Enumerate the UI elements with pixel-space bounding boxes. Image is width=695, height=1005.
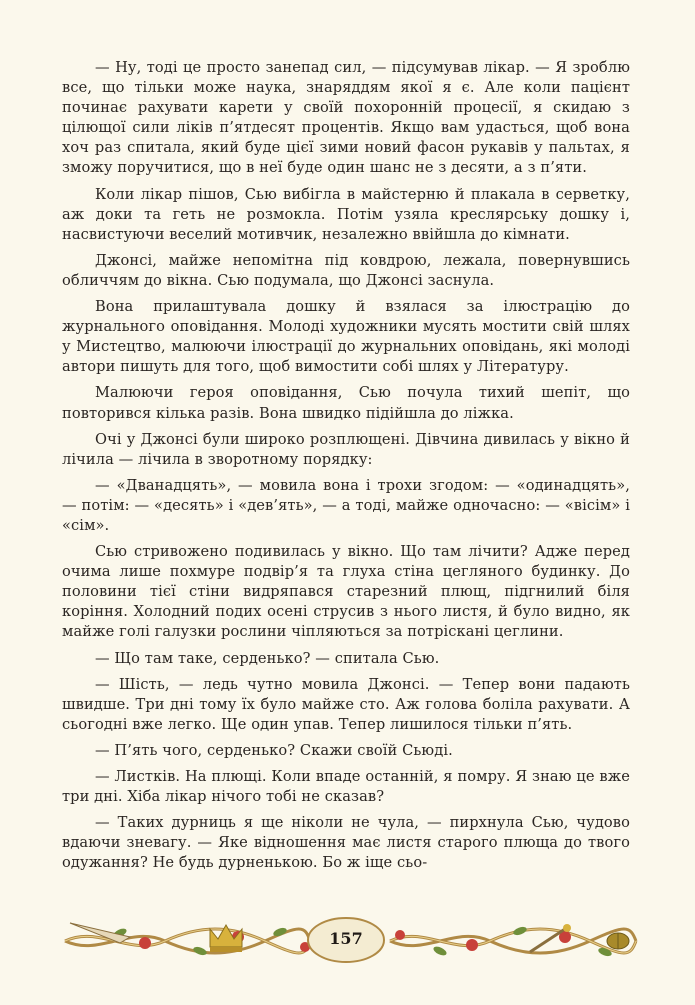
paragraph: — П’ять чого, серденько? Скажи своїй Сьюді. xyxy=(95,741,453,759)
paragraph: Сью стривожено подивилась у вікно. Що там лічити? Адже перед очима лише похмуре подвір’я та глуха стіна цегляного будинку. До половини тієї стіни видряпався старезний плющ, підгнилий біля коріння. Холодний подих осені струсив з нього листя, й було видно, як майже голі галузки рослини чіпляються за потріскані цеглини. xyxy=(62,543,630,641)
page-text xyxy=(62,58,630,879)
rose-icon xyxy=(139,937,151,949)
paragraph: Малюючи героя оповідання, Сью почула тихий шепіт, що повторився кілька разів. Вона швидко підійшла до ліжка. xyxy=(62,384,630,422)
paragraph: Вона прилаштувала дошку й взялася за ілюстрацію до журнального оповідання. Молоді художники мусять мостити свій шлях у Мистецтво, малюючи ілюстрації до журнальних оповідань, які молоді автори пишуть для того, щоб вимостити собі шлях у Літературу. xyxy=(62,298,630,376)
rose-icon xyxy=(395,930,405,940)
paragraph: Коли лікар пішов, Сью вибігла в майстерню й плакала в серветку, аж доки та геть не розмокла. Потім узяла креслярську дошку і, насвистуючи веселий мотивчик, незалежно ввійшла до кімнати. xyxy=(62,185,630,243)
paragraph: — Ну, тоді це просто занепад сил, — підсумував лікар. — Я зроблю все, що тільки може наука, знаряддям якої я є. Але коли пацієнт починає рахувати карети у своїй похоронній процесії, я скидаю з цілющої сили ліків п’ятдесят процентів. Якщо вам удасться, щоб вона хоч раз спитала, який буде цієї зими новий фасон рукавів у пальтах, я зможу поручитися, що в неї буде один шанс не з десяти, а з п’яти. xyxy=(62,59,630,177)
paragraph: — Що там таке, серденько? — спитала Сью. xyxy=(95,649,440,667)
paragraph: — Таких дурниць я ще ніколи не чула, — пирхнула Сью, чудово вдаючи зневагу. — Яке відношення має листя старого плюща до твого одужання? Не будь дурненькою. Бо ж іще сьо- xyxy=(62,814,630,872)
beetle-icon xyxy=(607,933,629,949)
paragraph: Очі у Джонсі були широко розплющені. Дівчина дивилась у вікно й лічила — лічила в зворотному порядку: xyxy=(62,430,630,468)
paragraph: — Листків. На плющі. Коли впаде останній, я помру. Я знаю це вже три дні. Хіба лікар нічого тобі не сказав? xyxy=(62,768,630,806)
paragraph: Джонсі, майже непомітна під ковдрою, лежала, повернувшись обличчям до вікна. Сью подумала, що Джонсі заснула. xyxy=(62,251,630,289)
page-number: 157 xyxy=(329,929,363,948)
rose-icon xyxy=(466,939,478,951)
paragraph: — «Дванадцять», — мовила вона і трохи згодом: — «одинадцять», — потім: — «десять» і «дев’ять», — а тоді, майже одночасно: — «вісім» і «сім». xyxy=(62,476,630,534)
paragraph: — Шість, — ледь чутно мовила Джонсі. — Тепер вони падають швидше. Три дні тому їх було майже сто. Аж голова боліла рахувати. А сьогодні вже легко. Ще один упав. Тепер лишилося тільки п’ять. xyxy=(62,675,630,733)
